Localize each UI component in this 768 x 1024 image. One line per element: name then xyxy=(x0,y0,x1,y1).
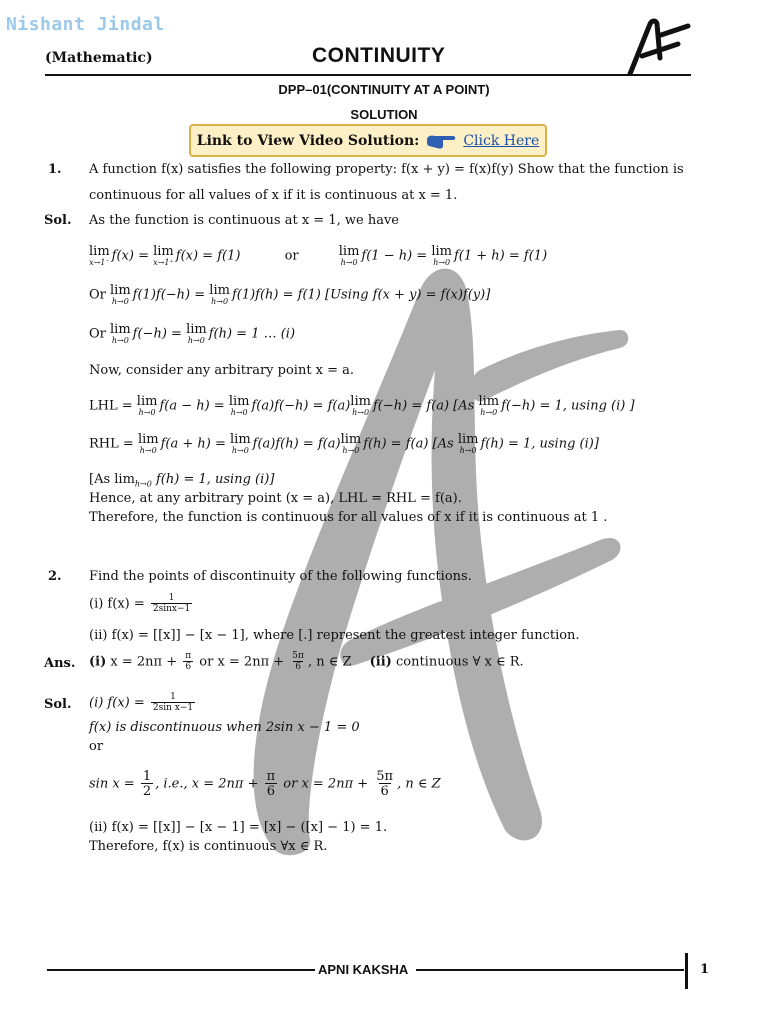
q1-lhl: LHL = lim h→0 f(a − h) = lim h→0 f(a)f(−h) = f(a) lim h→0 f(−h) = f(a) [As lim h→0 f(−h) = 1, using (i) ] xyxy=(89,394,635,417)
q1-text-line1: A function f(x) satisfies the following property: f(x + y) = f(x)f(y) Show that the function is xyxy=(89,162,684,177)
brand-logo xyxy=(622,18,692,76)
q2-part-i: (i) f(x) = $\frac{1}{2\sin x-1}$ xyxy=(89,593,191,614)
q1-therefore-line: Therefore, the function is continuous for all values of x if it is continuous at 1 . xyxy=(89,510,608,525)
q1-rhl: RHL = lim h→0 f(a + h) = lim h→0 f(a)f(h) = f(a) lim h→0 f(h) = f(a) [As lim h→0 f(h) = 1, using (i)] xyxy=(89,432,599,455)
subject-label: (Mathematic) xyxy=(45,50,153,66)
q1-eq1: lim x→1⁻ f(x) = lim x→1⁺ f(x) = f(1) or lim h→0 f(1 − h) = lim h→0 f(1 + h) = f(1) xyxy=(89,244,548,267)
q1-text-line2: continuous for all values of x if it is continuous at x = 1. xyxy=(89,188,458,203)
author-watermark: Nishant Jindal xyxy=(6,14,165,35)
footer-separator xyxy=(685,953,688,989)
q1-number: 1. xyxy=(48,162,62,177)
video-label: Link to View Video Solution: xyxy=(196,132,420,149)
q1-now-line: Now, consider any arbitrary point x = a. xyxy=(89,363,355,378)
video-solution-banner xyxy=(189,124,547,157)
q1-sol-label: Sol. xyxy=(44,213,72,228)
solution-heading: SOLUTION xyxy=(350,107,418,122)
chapter-title: CONTINUITY xyxy=(312,44,446,67)
q2-answer: (i) x = 2nπ + $\frac{\pi}{6}$ or x = 2nπ + $\frac{5\pi}{6}$ , n ∈ Z (ii) continuous ∀ x ∈ R. xyxy=(89,651,524,672)
footer-divider-left xyxy=(47,969,315,971)
header-divider xyxy=(45,74,691,76)
footer-brand: APNI KAKSHA xyxy=(318,962,409,977)
pointing-hand-icon xyxy=(425,131,457,151)
q2-sol-ii-conclusion: Therefore, f(x) is continuous ∀x ∈ R. xyxy=(89,839,328,854)
q2-sol-or: or xyxy=(89,739,104,754)
q2-ans-label: Ans. xyxy=(44,656,76,671)
footer-divider-right xyxy=(416,969,684,971)
q1-eq3: Or lim h→0 f(−h) = lim h→0 f(h) = 1 … (i) xyxy=(89,322,296,345)
q2-part-ii: (ii) f(x) = [[x]] − [x − 1], where [.] represent the greatest integer function. xyxy=(89,628,580,643)
dpp-title: DPP–01(CONTINUITY AT A POINT) xyxy=(278,82,490,97)
q2-sol-label: Sol. xyxy=(44,697,72,712)
q1-eq2: Or lim h→0 f(1)f(−h) = lim h→0 f(1)f(h) = f(1) [Using f(x + y) = f(x)f(y)] xyxy=(89,283,491,306)
q2-question: Find the points of discontinuity of the following functions. xyxy=(89,569,472,584)
page-number: 1 xyxy=(700,962,710,977)
q2-sol-i: (i) f(x) = $\frac{1}{\text{2sin x−1}}$ xyxy=(89,692,194,713)
video-link[interactable]: Click Here xyxy=(463,132,540,149)
q1-hence-line: Hence, at any arbitrary point (x = a), LHL = RHL = f(a). xyxy=(89,491,462,506)
q2-number: 2. xyxy=(48,569,62,584)
q2-sol-disc: f(x) is discontinuous when 2sin x − 1 = 0 xyxy=(89,720,360,735)
q2-sol-ii: (ii) f(x) = [[x]] − [x − 1] = [x] − ([x] − 1) = 1. xyxy=(89,820,388,835)
q2-sin-eq: sin x = $\frac{1}{2}$ , i.e., x = 2nπ + $\frac{\pi}{6}$ or x = 2nπ + $\frac{5\pi}{6}$ , n ∈ Z xyxy=(89,769,441,799)
q1-as-line: [As $\lim_{h\to 0} f(h) = 1$, using (i)] xyxy=(89,472,275,489)
q1-sol-intro: As the function is continuous at x = 1, we have xyxy=(89,213,399,228)
